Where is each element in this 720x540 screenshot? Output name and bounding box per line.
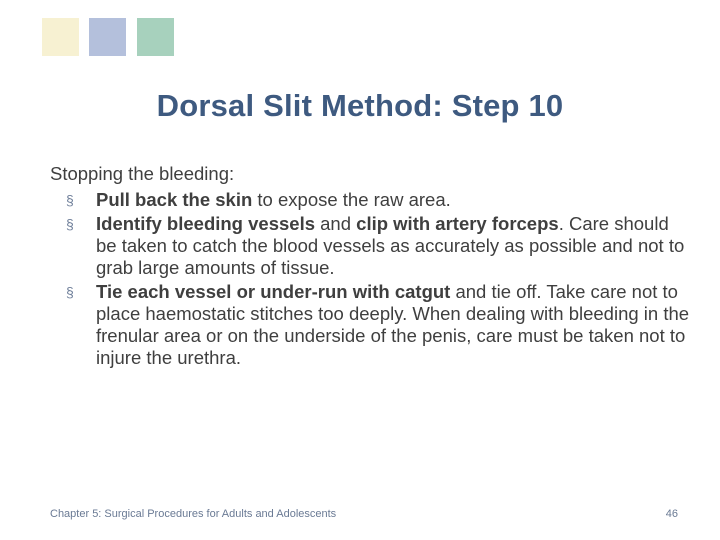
bullet-item-pull-back [50, 189, 690, 211]
bullet-item-tie-vessel [50, 281, 690, 369]
slide-body [50, 163, 690, 371]
bullet-marker-icon: § [66, 216, 74, 232]
lead-text: Stopping the bleeding: [50, 163, 235, 184]
bullet-marker-icon: § [66, 192, 74, 208]
bullet-bold-text: Tie each vessel or under-run with catgut [96, 281, 451, 302]
bullet-text: . Care should be taken to catch the blood vessels as accurately as possible and not to grab large amounts of tissue. [96, 213, 685, 278]
footer-page-number: 46 [665, 508, 678, 520]
bullet-text: and tie off. Take care not to place haemostatic stitches too deeply. When dealing with bleeding in the frenular area or on the underside of the penis, care must be taken not to injure the urethra. [96, 281, 690, 368]
decorative-square-yellow [42, 18, 79, 56]
decorative-square-green [137, 18, 174, 56]
bullet-list [50, 189, 690, 369]
slide-title: Dorsal Slit Method: Step 10 [156, 88, 564, 123]
bullet-marker-icon: § [66, 284, 74, 300]
decorative-square-blue [89, 18, 126, 56]
bullet-text: and [315, 213, 357, 234]
bullet-text: to expose the raw area. [252, 189, 451, 210]
bullet-bold-text: Identify bleeding vessels [96, 213, 315, 234]
footer-chapter: Chapter 5: Surgical Procedures for Adults and Adolescents [50, 508, 337, 520]
bullet-item-identify-vessels [50, 213, 690, 279]
bullet-bold-text-2: clip with artery forceps [356, 213, 559, 234]
bullet-bold-text: Pull back the skin [96, 189, 253, 210]
